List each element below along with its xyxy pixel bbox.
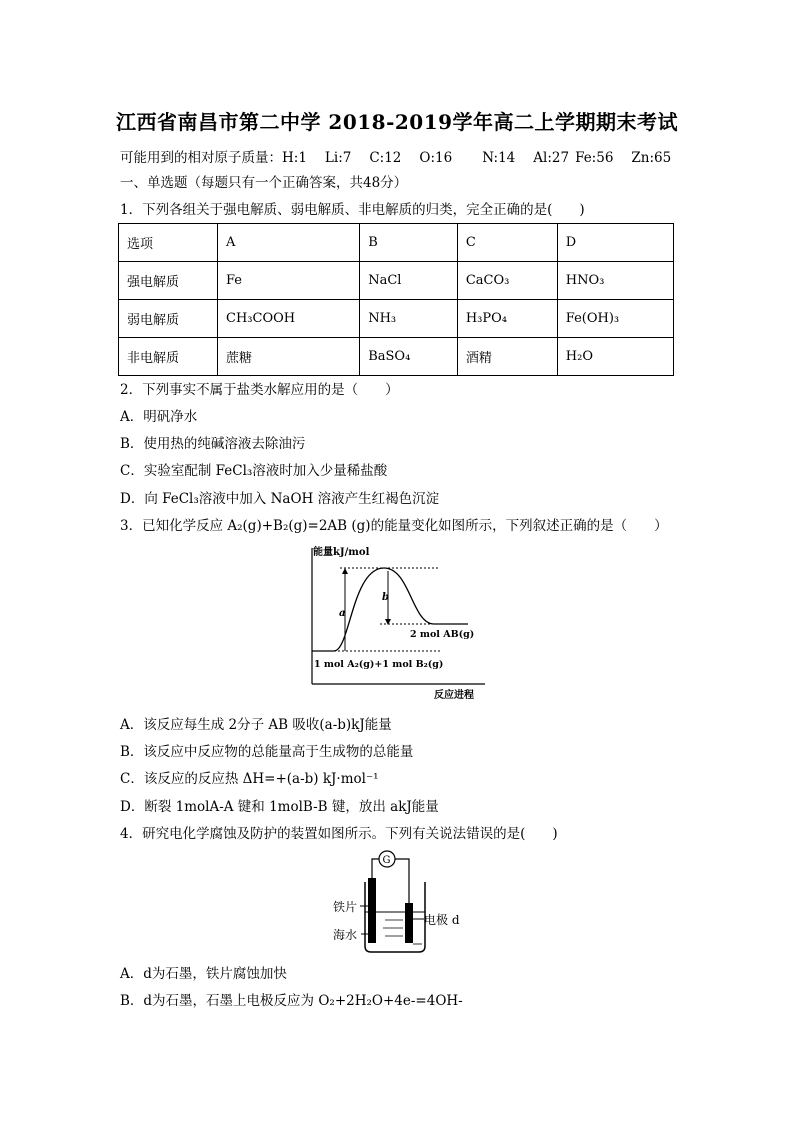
iron-plate [368, 878, 376, 943]
table-cell: H₃PO₄ [457, 300, 557, 338]
question-4-stem: 4．研究电化学腐蚀及防护的装置如图所示。下列有关说法错误的是( ) [120, 826, 558, 842]
page-title: 江西省南昌市第二中学 2018-2019学年高二上学期期末考试 [115, 110, 679, 134]
question-2-option: A．明矾净水 [120, 409, 198, 425]
y-axis-label: 能量kJ/mol [313, 547, 370, 558]
product-label: 2 mol AB(g) [410, 629, 475, 640]
corrosion-apparatus [325, 848, 475, 958]
table-cell: BaSO₄ [360, 338, 458, 376]
table-header-cell: 选项 [119, 224, 218, 262]
energy-diagram [300, 540, 500, 705]
mass-item: O:16 [419, 150, 453, 166]
table-cell: NaCl [360, 262, 458, 300]
label-b: b [382, 592, 389, 603]
galvanometer-label: G [382, 855, 391, 866]
table-row [119, 262, 674, 300]
electrode-label: 电极 d [424, 913, 460, 927]
section-heading: 一、单选题（每题只有一个正确答案，共48分） [120, 175, 408, 191]
question-3-stem: 3．已知化学反应 A₂(g)+B₂(g)=2AB (g)的能量变化如图所示，下列叙述正确的是（ ） [120, 518, 668, 534]
table-cell: Fe [218, 262, 360, 300]
question-4-option: B．d为石墨，石墨上电极反应为 O₂+2H₂O+4e-=4OH- [120, 993, 463, 1009]
question-2-option: B．使用热的纯碱溶液去除油污 [120, 436, 306, 452]
question-2-option: D．向 FeCl₃溶液中加入 NaOH 溶液产生红褐色沉淀 [120, 491, 440, 507]
table-cell: CaCO₃ [457, 262, 557, 300]
table-header-cell: D [557, 224, 673, 262]
table-row [119, 338, 674, 376]
mass-item: Zn:65 [631, 150, 672, 166]
mass-item: C:12 [369, 150, 402, 166]
question-4-option: A．d为石墨，铁片腐蚀加快 [120, 966, 287, 982]
electrolyte-table [118, 223, 674, 376]
label-a: a [339, 608, 346, 619]
table-header-cell: B [360, 224, 458, 262]
table-cell: Fe(OH)₃ [557, 300, 673, 338]
mass-item: Li:7 [324, 150, 352, 166]
question-2-option: C．实验室配制 FeCl₃溶液时加入少量稀盐酸 [120, 463, 388, 479]
mass-item: Fe:56 [575, 150, 614, 166]
row-label: 非电解质 [119, 338, 218, 376]
table-cell: 酒精 [457, 338, 557, 376]
atomic-masses [120, 146, 689, 166]
table-header-cell: A [218, 224, 360, 262]
row-label: 弱电解质 [119, 300, 218, 338]
question-3-option: A．该反应每生成 2分子 AB 吸收(a-b)kJ能量 [120, 717, 392, 733]
question-3-option: C．该反应的反应热 ΔH=+(a-b) kJ·mol⁻¹ [120, 771, 379, 787]
table-header-cell: C [457, 224, 557, 262]
x-axis-label: 反应进程 [434, 690, 474, 701]
atomic-masses-label: 可能用到的相对原子质量： [120, 150, 282, 166]
table-cell: CH₃COOH [218, 300, 360, 338]
table-cell: NH₃ [360, 300, 458, 338]
question-3-option: D．断裂 1molA-A 键和 1molB-B 键，放出 akJ能量 [120, 799, 439, 815]
mass-item: Al:27 [533, 150, 570, 166]
seawater-label: 海水 [333, 928, 358, 942]
question-3-option: B．该反应中反应物的总能量高于生成物的总能量 [120, 744, 414, 760]
table-row [119, 300, 674, 338]
electrode-d [405, 903, 413, 943]
row-label: 强电解质 [119, 262, 218, 300]
mass-item: H:1 [282, 150, 307, 166]
question-2-stem: 2．下列事实不属于盐类水解应用的是（ ） [120, 382, 399, 398]
iron-label: 铁片 [333, 900, 358, 914]
table-cell: 蔗糖 [218, 338, 360, 376]
table-header-row [119, 224, 674, 262]
table-cell: H₂O [557, 338, 673, 376]
table-cell: HNO₃ [557, 262, 673, 300]
question-1-stem: 1．下列各组关于强电解质、弱电解质、非电解质的归类，完全正确的是( ) [120, 202, 585, 218]
reactant-label: 1 mol A₂(g)+1 mol B₂(g) [314, 659, 444, 670]
mass-item: N:14 [482, 150, 516, 166]
